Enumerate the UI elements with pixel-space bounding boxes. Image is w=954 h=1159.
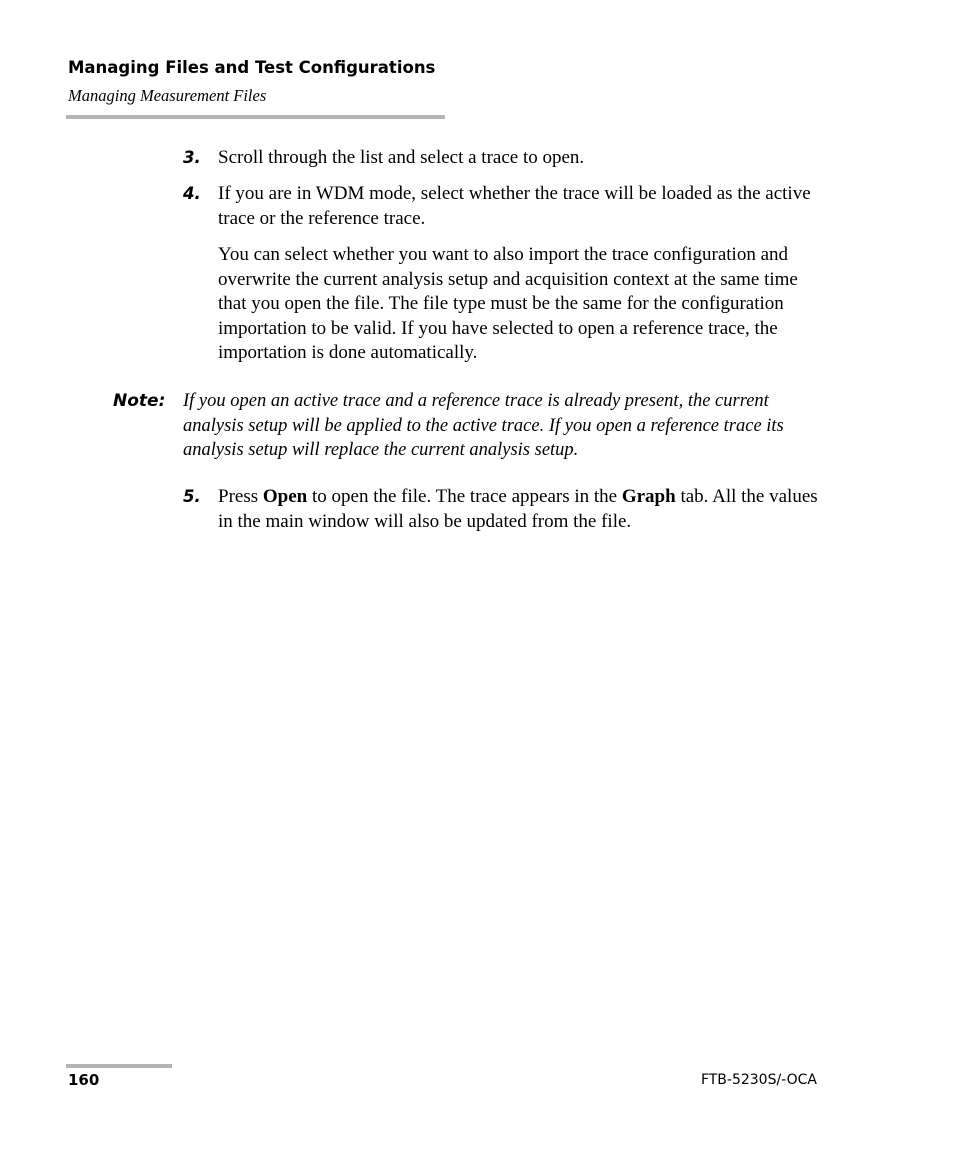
note-label: Note: [113, 391, 166, 411]
section-title: Managing Measurement Files [68, 86, 267, 105]
graph-tab-reference: Graph [621, 486, 676, 507]
step-text [218, 485, 823, 534]
step-number: 3. [183, 148, 201, 167]
page-number: 160 [68, 1071, 100, 1089]
page-header [68, 57, 448, 107]
note-text: If you open an active trace and a reference trace is already present, the current analysis setup will be applied to the active trace. If you open a reference trace its analysis setup will replace the current analysis setup. [183, 391, 784, 461]
step-text: If you are in WDM mode, select whether the trace will be loaded as the active trace or the reference trace. [218, 183, 811, 229]
chapter-title: Managing Files and Test Configurations [68, 58, 436, 77]
step-text: Scroll through the list and select a trace to open. [218, 147, 585, 168]
step-number: 5. [183, 487, 201, 506]
step-4-paragraph: You can select whether you want to also import the trace configuration and overwrite the current analysis setup and acquisition context at the same time that you open the file. The file type must be the same for the configuration importation to be valid. If you have selected to open a reference trace, the importation is done automatically. [218, 244, 798, 364]
document-id: FTB-5230S/-OCA [700, 1072, 817, 1088]
step-text-part: Press [218, 486, 263, 507]
step-text-part: to open the file. The trace appears in the [307, 486, 622, 507]
footer-divider [66, 1064, 172, 1068]
step-number: 4. [183, 184, 201, 203]
open-button-reference: Open [262, 486, 308, 507]
header-divider [66, 115, 445, 119]
step-text-part: tab. All the values in the main window will also be updated from the file. [218, 486, 818, 532]
